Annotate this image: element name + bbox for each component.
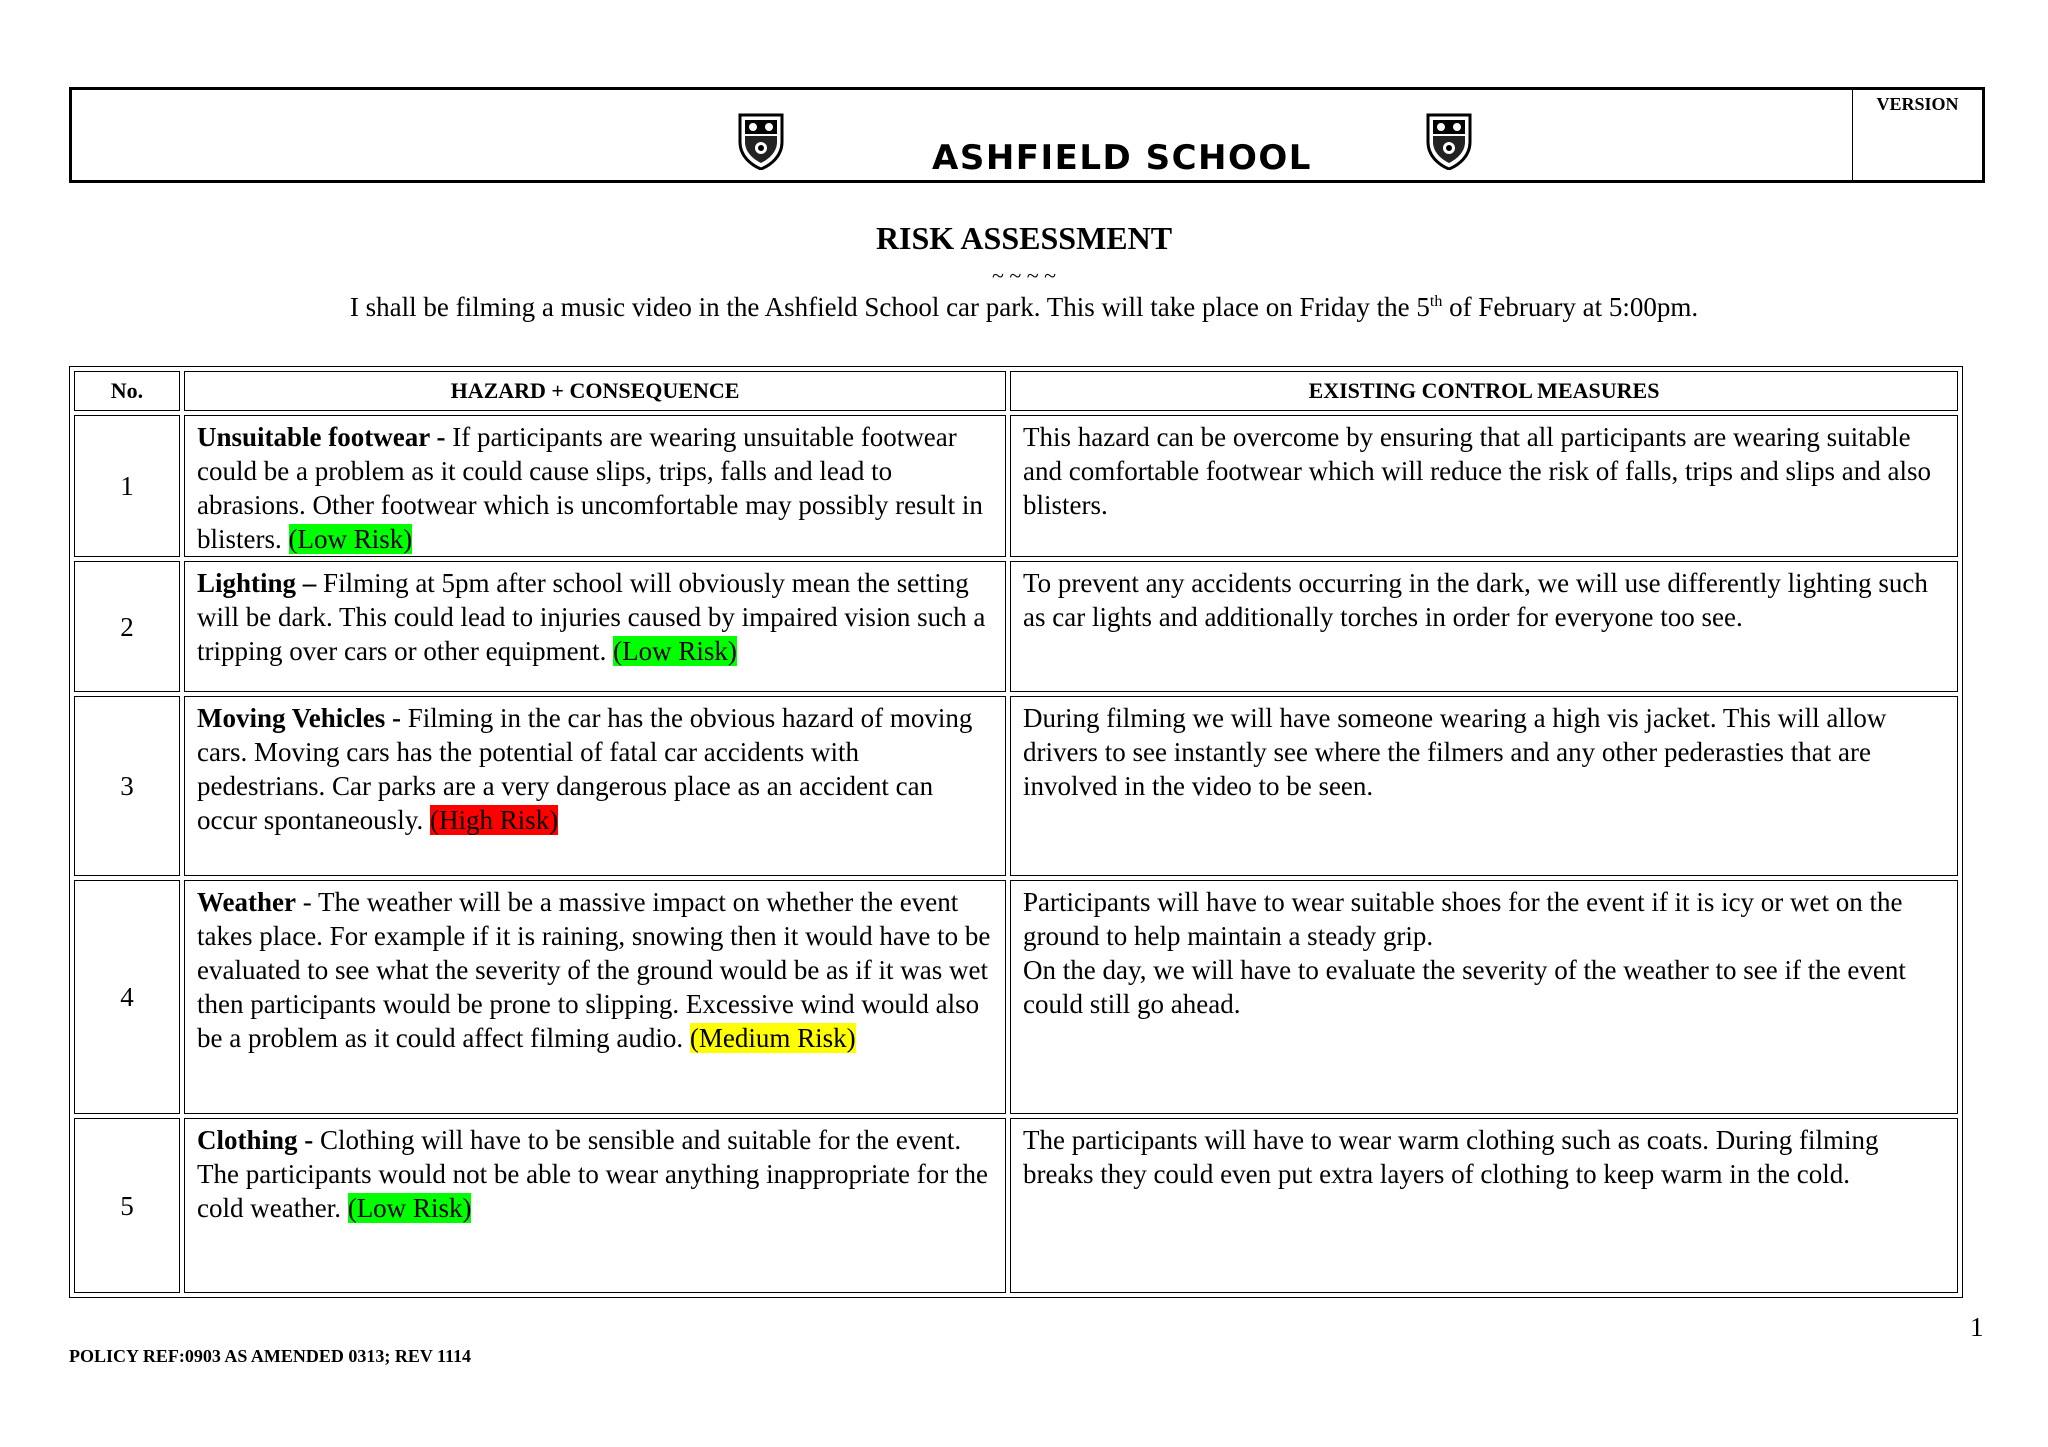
table-row [74, 1118, 1958, 1293]
hazard-title: Moving Vehicles - [197, 703, 402, 733]
hazard-cell [184, 561, 1006, 692]
risk-badge: (Low Risk) [288, 524, 413, 554]
risk-badge: (Low Risk) [347, 1193, 472, 1223]
risk-table [69, 366, 1963, 1298]
school-name: ASHFIELD SCHOOL [932, 138, 1312, 178]
hazard-text: Filming at 5pm after school will obviously mean the setting will be dark. This could lead to injuries caused by impaired vision such a tripping over cars or other equipment. [197, 568, 986, 666]
hazard-title: Unsuitable footwear - [197, 422, 446, 452]
risk-badge: (High Risk) [429, 805, 559, 835]
controls-cell: The participants will have to wear warm clothing such as coats. During filming breaks they could even put extra layers of clothing to keep warm in the cold. [1010, 1118, 1958, 1293]
hazard-title: Weather [197, 887, 296, 917]
hazard-cell [184, 880, 1006, 1114]
row-number: 1 [74, 415, 180, 557]
table-header-row [74, 371, 1958, 411]
hazard-text: If participants are wearing unsuitable footwear could be a problem as it could cause slips, trips, falls and lead to abrasions. Other footwear which is uncomfortable may possibly result in blisters. [197, 422, 983, 554]
hazard-title: Lighting – [197, 568, 317, 598]
hazard-cell [184, 1118, 1006, 1293]
intro-text: I shall be filming a music video in the Ashfield School car park. This will take place on Friday the 5th of February at 5:00pm. [349, 292, 1699, 322]
hazard-cell [184, 415, 1006, 557]
hazard-title: Clothing - [197, 1125, 314, 1155]
risk-badge: (Low Risk) [613, 636, 737, 666]
row-number: 2 [74, 561, 180, 692]
document-title: RISK ASSESSMENT [875, 220, 1173, 256]
hazard-text: - The weather will be a massive impact on whether the event takes place. For example if it is raining, snowing then it would have to be evaluated to see what the severity of the ground would be as if it was wet then participants would be prone to slipping. Excessive wind would also be a problem as it could affect filming audio. [197, 887, 991, 1053]
table-row [74, 696, 1958, 876]
hazard-text: Filming in the car has the obvious hazard of moving cars. Moving cars has the potential of fatal car accidents with pedestrians. Car parks are a very dangerous place as an accident can occur spontaneously. [197, 703, 973, 835]
controls-cell: To prevent any accidents occurring in the dark, we will use differently lighting such as car lights and additionally torches in order for everyone too see. [1010, 561, 1958, 692]
page-number: 1 [1970, 1312, 1984, 1342]
hazard-text: Clothing will have to be sensible and suitable for the event. The participants would not be able to wear anything inappropriate for the cold weather. [197, 1125, 988, 1223]
table-row [74, 561, 1958, 692]
policy-ref: POLICY REF:0903 AS AMENDED 0313; REV 1114 [69, 1346, 472, 1366]
school-crest-icon [1426, 112, 1472, 170]
table-row [74, 880, 1958, 1114]
hazard-cell [184, 696, 1006, 876]
risk-badge: (Medium Risk) [689, 1023, 856, 1053]
controls-cell: This hazard can be overcome by ensuring that all participants are wearing suitable and comfortable footwear which will reduce the risk of falls, trips and slips and also blisters. [1010, 415, 1958, 557]
row-number: 3 [74, 696, 180, 876]
controls-cell: During filming we will have someone wearing a high vis jacket. This will allow drivers to see instantly see where the filmers and any other pederasties that are involved in the video to be seen. [1010, 696, 1958, 876]
header-controls: EXISTING CONTROL MEASURES [1010, 371, 1958, 411]
controls-line: Participants will have to wear suitable shoes for the event if it is icy or wet on the ground to help maintain a steady grip. [1023, 887, 1903, 951]
header-no: No. [74, 371, 180, 411]
controls-cell [1010, 880, 1958, 1114]
version-label: VERSION [1852, 90, 1982, 180]
row-number: 4 [74, 880, 180, 1114]
row-number: 5 [74, 1118, 180, 1293]
table-row [74, 415, 1958, 557]
school-crest-icon [738, 112, 784, 170]
header-box [69, 87, 1985, 183]
title-separator: ~ ~ ~ ~ [991, 263, 1057, 288]
controls-line: On the day, we will have to evaluate the severity of the weather to see if the event could still go ahead. [1023, 955, 1906, 1019]
header-hazard: HAZARD + CONSEQUENCE [184, 371, 1006, 411]
